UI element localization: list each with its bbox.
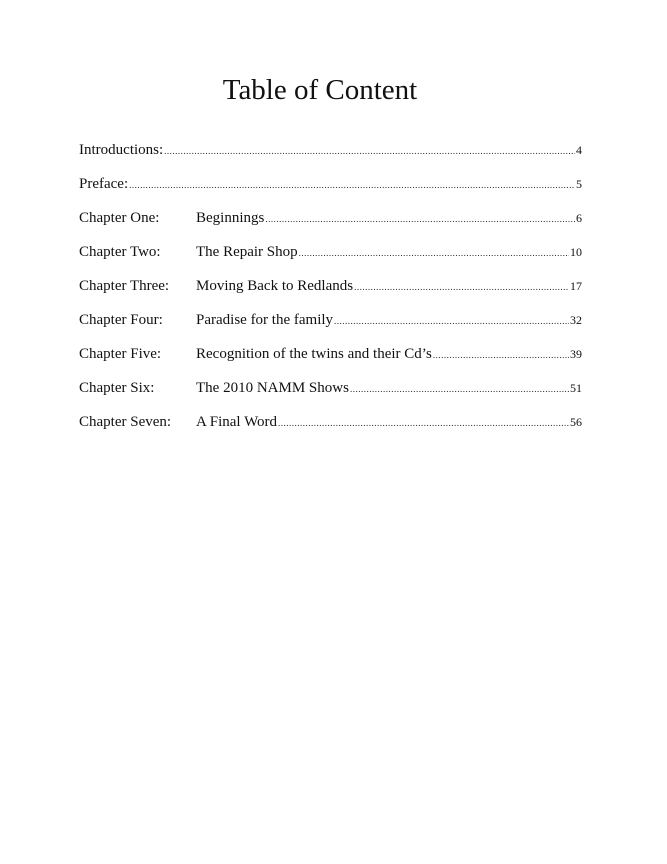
toc-entry-label: Preface: (79, 176, 129, 192)
toc-entry-label: Chapter Two: (79, 244, 161, 260)
toc-entry-chapter-six (79, 376, 582, 410)
dot-leader (354, 275, 569, 299)
toc-page-number: 32 (570, 313, 582, 327)
toc-page-number: 39 (570, 347, 582, 361)
toc-entry-chapter-four (79, 308, 582, 342)
dot-leader (164, 139, 575, 163)
toc-chapter-name: The 2010 NAMM Shows (196, 380, 349, 396)
toc-entry-label: Introductions: (79, 142, 164, 158)
dot-leader (278, 411, 569, 435)
page-title: Table of Content (222, 74, 418, 106)
dot-leader (350, 377, 569, 401)
dot-leader (299, 241, 569, 265)
toc-entry-chapter-three (79, 274, 582, 308)
toc-chapter-name: Recognition of the twins and their Cd’s (196, 346, 432, 362)
toc-entry-label: Chapter One: (79, 210, 160, 226)
toc-entry-preface (79, 172, 582, 206)
toc-page-number: 6 (576, 211, 582, 225)
toc-page-number: 56 (570, 415, 582, 429)
table-of-contents (79, 138, 582, 444)
toc-chapter-name: Moving Back to Redlands (196, 278, 354, 294)
dot-leader (433, 343, 569, 367)
toc-entry-chapter-two (79, 240, 582, 274)
toc-entry-chapter-one (79, 206, 582, 240)
toc-entry-chapter-five (79, 342, 582, 376)
dot-leader (334, 309, 569, 333)
toc-chapter-name: Beginnings (196, 210, 265, 226)
toc-entry-label: Chapter Five: (79, 346, 162, 362)
toc-page-number: 51 (570, 381, 582, 395)
toc-chapter-name: Paradise for the family (196, 312, 334, 328)
toc-page-number: 17 (570, 279, 582, 293)
toc-entry-label: Chapter Seven: (79, 414, 172, 430)
dot-leader (129, 173, 575, 197)
toc-chapter-name: The Repair Shop (196, 244, 298, 260)
toc-page-number: 5 (576, 177, 582, 191)
toc-page-number: 4 (576, 143, 582, 157)
toc-page-number: 10 (570, 245, 582, 259)
toc-entry-introductions (79, 138, 582, 172)
toc-chapter-name: A Final Word (196, 414, 278, 430)
toc-entry-label: Chapter Three: (79, 278, 170, 294)
toc-entry-label: Chapter Six: (79, 380, 155, 396)
toc-entry-label: Chapter Four: (79, 312, 163, 328)
toc-entry-chapter-seven (79, 410, 582, 444)
dot-leader (265, 207, 575, 231)
